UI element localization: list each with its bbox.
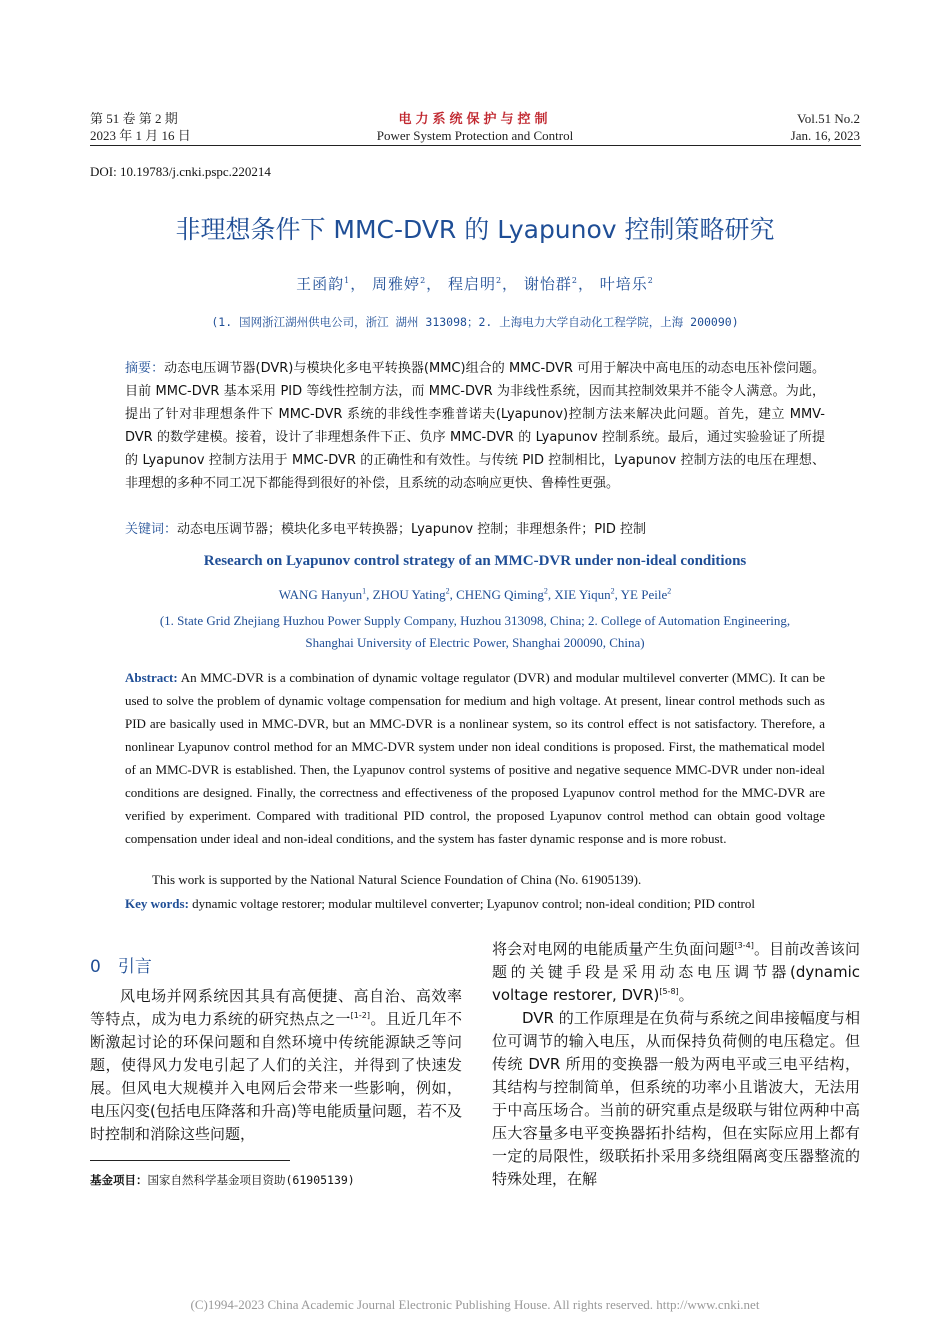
journal-name-cn: 电力系统保护与控制 bbox=[398, 111, 552, 126]
author-en: CHENG Qiming bbox=[456, 587, 544, 602]
volume-issue-en: Vol.51 No.2 bbox=[797, 111, 860, 126]
author-sup: 2 bbox=[667, 586, 672, 596]
journal-name-en: Power System Protection and Control bbox=[376, 128, 574, 143]
text-run: 。 bbox=[678, 986, 694, 1004]
abstract-en-label: Abstract: bbox=[125, 670, 178, 685]
footnote-text: 国家自然科学基金项目资助(61905139) bbox=[147, 1173, 355, 1187]
section-heading: 0 引言 bbox=[90, 957, 152, 977]
abstract-en bbox=[125, 666, 825, 850]
author-sup: 2 bbox=[610, 586, 615, 596]
title-en: Research on Lyapunov control strategy of an MMC-DVR under non-ideal conditions bbox=[203, 553, 747, 569]
author-cn: 周雅婷 bbox=[372, 275, 421, 293]
citation: [5-8] bbox=[659, 987, 679, 996]
footnote-funding bbox=[90, 1172, 355, 1188]
right-column bbox=[492, 938, 860, 1191]
affiliation-en-line: (1. State Grid Zhejiang Huzhou Power Supply Company, Huzhou 313098, China; 2. College of Automation Engineering, bbox=[159, 613, 791, 628]
author-sup: 2 bbox=[495, 276, 503, 285]
footnote-label: 基金项目： bbox=[90, 1173, 148, 1187]
copyright-watermark: (C)1994-2023 China Academic Journal Electronic Publishing House. All rights reserved. http://www.cnki.net bbox=[190, 1297, 760, 1312]
date-cn: 2023 年 1 月 16 日 bbox=[90, 128, 191, 143]
author-cn: 叶培乐 bbox=[599, 275, 648, 293]
keywords-en bbox=[125, 896, 845, 912]
authors-en: WANG Hanyun$^1$, ZHOU Yating$^2$, CHENG Qiming$^2$, XIE Yiqun$^2$, YE Peile$^2$ bbox=[278, 586, 672, 602]
authors-cn: 王函韵$^1$， 周雅婷$^2$， 程启明$^2$， 谢怡群$^2$， 叶培乐$^2$ bbox=[296, 275, 654, 293]
funding-statement-en: This work is supported by the National Natural Science Foundation of China (No. 61905139). bbox=[152, 872, 642, 887]
keywords-en-text: dynamic voltage restorer; modular multilevel converter; Lyapunov control; non-ideal condition; PID control bbox=[192, 896, 755, 911]
keywords-cn-text: 动态电压调节器；模块化多电平转换器；Lyapunov 控制；非理想条件；PID 控制 bbox=[177, 522, 647, 537]
affiliation-en bbox=[0, 610, 950, 654]
author-cn: 程启明 bbox=[447, 275, 496, 293]
header-rule bbox=[90, 145, 861, 146]
keywords-cn bbox=[125, 518, 825, 537]
author-sup: 2 bbox=[571, 276, 578, 285]
author-en: XIE Yiqun bbox=[554, 587, 611, 602]
author-cn: 王函韵 bbox=[296, 275, 345, 293]
text-run: 将会对电网的电能质量产生负面问题 bbox=[492, 940, 735, 958]
affiliation-cn: (1. 国网浙江湖州供电公司，浙江 湖州 313098；2. 上海电力大学自动化工程学院，上海 200090) bbox=[211, 315, 739, 329]
abstract-cn-text: 动态电压调节器(DVR)与模块化多电平转换器(MMC)组合的 MMC-DVR 可用于解决中高电压的动态电压补偿问题。目前 MMC-DVR 基本采用 PID 等线性控制方法，而 MMC-DVR 为非线性系统，因而其控制效果并不能令人满意。为此，提出了针对非理想条件下 MMC-DVR 系统的非线性李雅普诺夫(Lyapunov)控制方法来解决此问题。首先，建立 MMV-DVR 的数学建模。接着，设计了非理想条件下正、负序 MMC-DVR 的 Lyapunov 控制系统。最后，通过实验验证了所提的 Lyapunov 控制方法用于 MMC-DVR 的正确性和有效性。与传统 PID 控制相比，Lyapunov 控制方法的电压在理想、非理想的多种不同工况下都能得到很好的补偿，且系统的动态响应更快、鲁棒性更强。 bbox=[125, 361, 825, 491]
footnote-rule bbox=[90, 1160, 290, 1161]
author-en: WANG Hanyun bbox=[278, 587, 363, 602]
paragraph: DVR 的工作原理是在负荷与系统之间串接幅度与相位可调节的输入电压，从而保持负荷侧的电压稳定。但传统 DVR 所用的变换器一般为两电平或三电平结构，其结构与控制简单，但系统的功率小且谐波大，无法用于中高压场合。当前的研究重点是级联与钳位两种中高压大容量多电平变换器拓扑结构，但在实际应用上都有一定的局限性，级联拓扑采用多绕组隔离变压器整流的特殊处理，在解 bbox=[492, 1009, 860, 1188]
volume-issue-cn: 第 51 卷 第 2 期 bbox=[90, 111, 178, 126]
author-sup: 2 bbox=[445, 586, 450, 596]
citation: [3-4] bbox=[734, 941, 754, 950]
left-column bbox=[90, 985, 462, 1146]
affiliation-en-line: Shanghai University of Electric Power, Shanghai 200090, China) bbox=[305, 635, 645, 650]
author-sup: 1 bbox=[344, 276, 351, 285]
abstract-en-text: An MMC-DVR is a combination of dynamic voltage regulator (DVR) and modular multilevel converter (MMC). It can be used to solve the problem of dynamic voltage compensation for medium and high voltage. At present, linear control methods such as PID are basically used in MMC-DVR, but an MMC-DVR is a nonlinear system, so its control effect is not satisfactory. Therefore, a nonlinear Lyapunov control method for an MMC-DVR system under non ideal conditions is proposed. First, the mathematical model of an MMC-DVR is established. Then, the Lyapunov control systems of positive and negative sequence MMC-DVR under non-ideal conditions are designed. Finally, the correctness and effectiveness of the proposed Lyapunov control method for the MMC-DVR are verified by experiment. Compared with traditional PID control, the proposed Lyapunov control method can obtain good voltage compensation under ideal and non-ideal conditions, and the system has faster dynamic response and is more robust. bbox=[125, 670, 825, 846]
title-cn: 非理想条件下 MMC-DVR 的 Lyapunov 控制策略研究 bbox=[175, 215, 775, 244]
abstract-cn bbox=[125, 357, 825, 495]
text-run: 。且近几年不断激起讨论的环保问题和自然环境中传统能源缺乏等问题，使得风力发电引起了人们的关注，并得到了快速发展。但风电大规模并入电网后会带来一些影响，例如，电压闪变(包括电压降落和升高)等电能质量问题，若不及时控制和消除这些问题， bbox=[90, 1010, 462, 1143]
abstract-cn-label: 摘要： bbox=[125, 361, 165, 376]
author-sup: 1 bbox=[362, 586, 367, 596]
doi: DOI: 10.19783/j.cnki.pspc.220214 bbox=[90, 164, 271, 179]
citation: [1-2] bbox=[350, 1011, 370, 1020]
text-run: 风电场并网系统因其具有高便捷、高自治、高效率等特点，成为电力系统的研究热点之一 bbox=[90, 987, 462, 1028]
author-sup: 2 bbox=[543, 586, 548, 596]
author-cn: 谢怡群 bbox=[523, 275, 572, 293]
author-en: YE Peile bbox=[620, 587, 668, 602]
author-en: ZHOU Yating bbox=[372, 587, 446, 602]
author-sup: 2 bbox=[420, 276, 427, 285]
date-en: Jan. 16, 2023 bbox=[790, 128, 860, 143]
text-run: 。目前改善该问题的关键手段是采用动态电压调节器(dynamic voltage restorer, DVR) bbox=[492, 940, 860, 1004]
header-right bbox=[791, 110, 860, 144]
paragraph bbox=[90, 985, 462, 1146]
author-sup: 2 bbox=[647, 276, 654, 285]
keywords-cn-label: 关键词： bbox=[125, 522, 178, 537]
keywords-en-label: Key words: bbox=[125, 896, 189, 911]
paragraph bbox=[492, 938, 860, 1007]
